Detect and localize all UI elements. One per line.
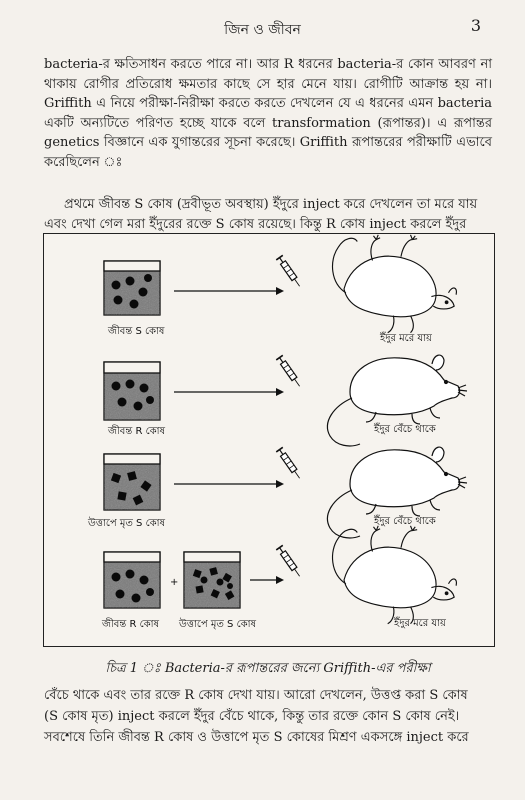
paragraph-1 (44, 55, 492, 172)
figure-drawing (44, 234, 494, 646)
paragraph-1-line: করেছিলেন ঃ (44, 154, 123, 170)
row-4-second-sample-label: উত্তাপে মৃত S কোষ (179, 619, 257, 630)
row-4-sample-label: জীবন্ত R কোষ (102, 619, 160, 630)
paragraph-1-line: Griffith এ নিয়ে পরীক্ষা-নিরীক্ষা করতে করতে দেখলেন যে এ ধরনের এমন bacteria (44, 96, 492, 111)
paragraph-3-line: বেঁচে থাকে এবং তার রক্তে R কোষ দেখা যায়। আরো দেখলেন, উত্তপ্ত করা S কোষ (44, 688, 468, 703)
plus-sign: + (170, 577, 179, 588)
row-3-result-label: ইঁদুর বেঁচে থাকে (374, 516, 436, 527)
running-title: জিন ও জীবন (224, 22, 301, 38)
paragraph-1-line: থাকায় রোগীর প্রতিরোধ ক্ষমতার কাছে সে হার মেনে যায়। রোগীটি আক্রান্ত হয় না। (44, 76, 492, 92)
paragraph-2-line: প্রথমে জীবন্ত S কোষ (দ্রবীভূত অবস্থায়) ইঁদুরে inject করে দেখলেন তা মরে যায় (64, 197, 478, 212)
figure-caption: চিত্র 1 ঃ Bacteria-র রূপান্তরের জন্যে Griffith-এর পরীক্ষা (105, 661, 431, 676)
page-header (0, 18, 525, 38)
paragraph-1-line: bacteria-র ক্ষতিসাধন করতে পারে না। আর R ধরনের bacteria-র কোন আবরণ না (44, 57, 492, 72)
row-1-result-label: ইঁদুর মরে যায় (380, 333, 432, 344)
paragraph-2 (44, 195, 492, 234)
row-2-sample-label: জীবন্ত R কোষ (108, 426, 166, 437)
paragraph-3-line: (S কোষ মৃত) inject করলে ইঁদুর বেঁচে থাকে, কিন্তু তার রক্তে কোন S কোষ নেই। (44, 709, 460, 724)
row-3-sample-label: উত্তাপে মৃত S কোষ (88, 518, 166, 529)
paragraph-1-line: genetics বিজ্ঞানে এক যুগান্তরের সূচনা করেছে। Griffith রূপান্তরের পরীক্ষাটি এভাবে (44, 135, 492, 150)
experiment-row-1 (104, 235, 456, 333)
paragraph-3-line: সবশেষে তিনি জীবন্ত R কোষ ও উত্তাপে মৃত S কোষের মিশ্রণ একসঙ্গে inject করে (44, 730, 469, 745)
griffith-experiment-figure (43, 233, 495, 647)
page-number: 3 (470, 16, 481, 35)
row-4-result-label: ইঁদুর মরে যায় (394, 618, 446, 629)
row-1-sample-label: জীবন্ত S কোষ (108, 326, 165, 337)
paragraph-2-line: এবং দেখা গেল মরা ইঁদুরের রক্তে S কোষ রয়েছে। কিন্তু R কোষ inject করলে ইঁদুর (44, 216, 467, 232)
paragraph-1-line: একটি অন্যটিতে পরিণত হচ্ছে যাকে বলে transformation (রূপান্তর)। এ রূপান্তর (44, 115, 492, 131)
paragraph-3 (44, 686, 492, 749)
experiment-row-4 (104, 526, 456, 624)
row-2-result-label: ইঁদুর বেঁচে থাকে (374, 424, 436, 435)
